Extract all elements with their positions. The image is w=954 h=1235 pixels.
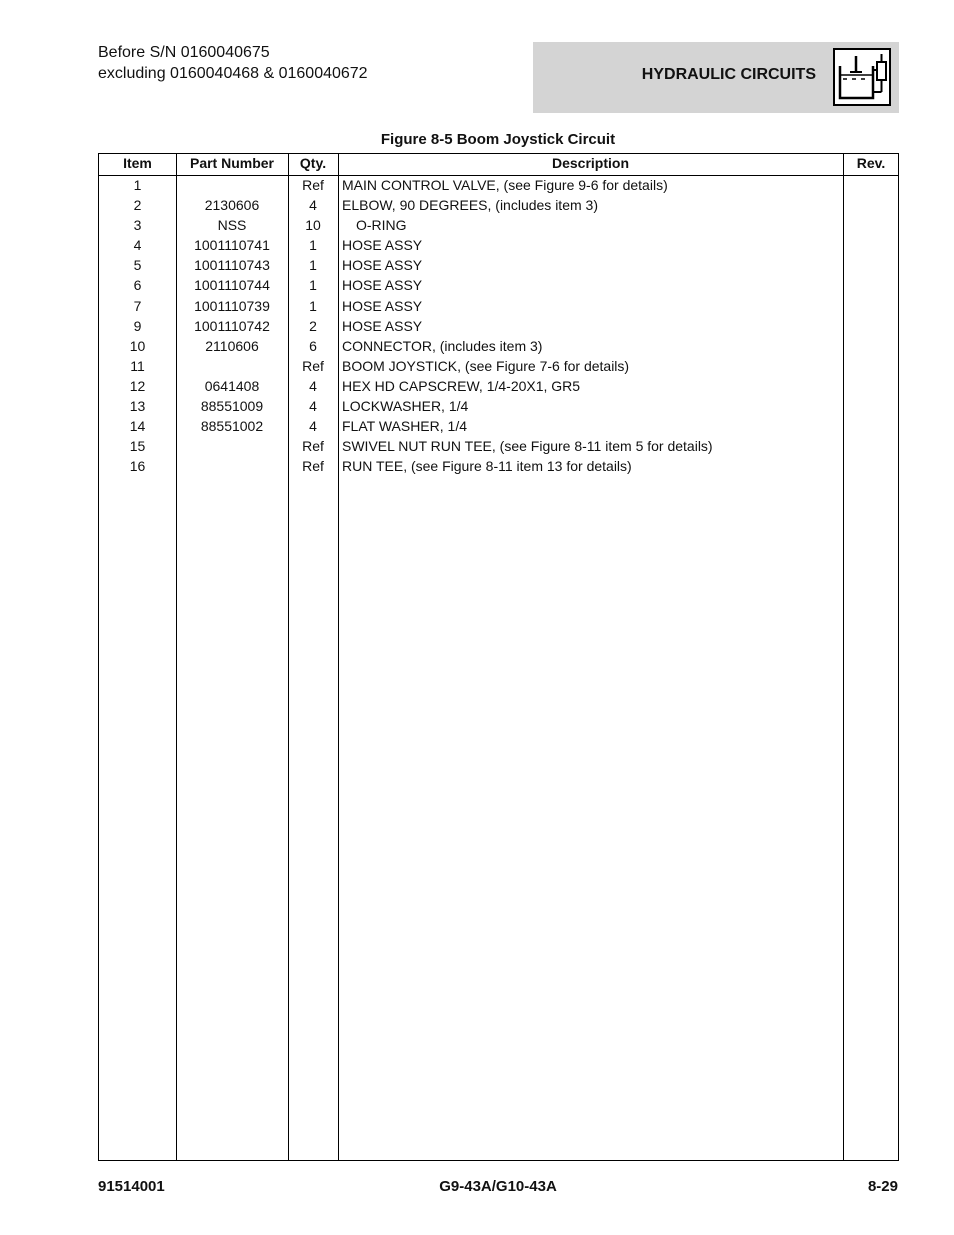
parts-table: [98, 153, 899, 1161]
table-row: [99, 237, 898, 257]
table-row: [99, 177, 898, 197]
qty-cell: 4: [309, 377, 317, 394]
description-cell: SWIVEL NUT RUN TEE, (see Figure 8-11 item 5 for details): [342, 438, 713, 455]
item-cell: 16: [129, 458, 146, 475]
description-cell: HEX HD CAPSCREW, 1/4-20X1, GR5: [342, 377, 581, 394]
qty-cell: Ref: [302, 177, 324, 193]
description-cell: BOOM JOYSTICK, (see Figure 7-6 for details): [342, 357, 630, 374]
item-cell: 4: [133, 237, 142, 254]
description-cell: CONNECTOR, (includes item 3): [342, 337, 543, 354]
section-title: HYDRAULIC CIRCUITS: [641, 66, 816, 83]
parts-rows: [99, 177, 898, 478]
item-cell: 15: [129, 438, 146, 455]
qty-cell: 1: [309, 277, 317, 294]
part-number-cell: 88551009: [200, 398, 264, 415]
item-cell: 2: [133, 197, 142, 214]
description-cell: HOSE ASSY: [342, 277, 423, 294]
part-number-cell: 1001110739: [194, 297, 270, 314]
item-cell: 1: [133, 177, 142, 193]
part-number-cell: 1001110741: [194, 237, 270, 254]
doc-number: 91514001: [98, 1178, 165, 1195]
column-header-description: Description: [551, 155, 629, 171]
table-row: [99, 458, 898, 478]
qty-cell: Ref: [302, 357, 324, 374]
hydraulic-reservoir-icon: [833, 48, 891, 106]
figure-title: Figure 8-5 Boom Joystick Circuit: [380, 131, 616, 148]
part-number-cell: 2110606: [205, 337, 259, 354]
table-row: [99, 217, 898, 237]
qty-cell: 2: [309, 317, 317, 334]
column-header-rev: Rev.: [856, 155, 886, 171]
table-row: [99, 298, 898, 318]
part-number-cell: 1001110743: [194, 257, 270, 274]
description-cell: FLAT WASHER, 1/4: [342, 418, 467, 435]
serial-line-2: excluding 0160040468 & 0160040672: [98, 65, 368, 82]
description-cell: RUN TEE, (see Figure 8-11 item 13 for details): [342, 458, 632, 475]
part-number-cell: 1001110742: [194, 317, 270, 334]
table-row: [99, 318, 898, 338]
item-cell: 5: [133, 257, 142, 274]
header-divider: [99, 175, 898, 176]
description-cell: HOSE ASSY: [342, 257, 423, 274]
item-cell: 11: [130, 357, 145, 374]
table-row: [99, 358, 898, 378]
serial-line-1: Before S/N 0160040675: [98, 44, 270, 61]
model-number: G9-43A/G10-43A: [439, 1178, 557, 1195]
qty-cell: 1: [309, 237, 317, 254]
serial-range: [98, 42, 368, 84]
table-row: [99, 277, 898, 297]
qty-cell: 4: [309, 197, 317, 214]
description-cell: LOCKWASHER, 1/4: [342, 398, 469, 415]
table-row: [99, 197, 898, 217]
part-number-cell: 0641408: [204, 377, 260, 394]
part-number-cell: 88551002: [200, 418, 264, 435]
item-cell: 3: [133, 217, 142, 234]
qty-cell: Ref: [302, 438, 324, 455]
table-row: [99, 398, 898, 418]
item-cell: 7: [133, 297, 142, 314]
qty-cell: Ref: [302, 458, 324, 475]
table-row: [99, 438, 898, 458]
column-header-part-number: Part Number: [189, 155, 275, 171]
qty-cell: 10: [305, 217, 321, 234]
description-cell: HOSE ASSY: [342, 237, 423, 254]
item-cell: 9: [133, 317, 142, 334]
table-row: [99, 378, 898, 398]
item-cell: 10: [129, 337, 146, 354]
qty-cell: 6: [309, 337, 317, 354]
description-cell: HOSE ASSY: [342, 317, 423, 334]
description-cell: MAIN CONTROL VALVE, (see Figure 9-6 for details): [342, 177, 668, 193]
section-header: [533, 42, 899, 113]
description-cell: HOSE ASSY: [342, 297, 423, 314]
qty-cell: 1: [309, 297, 317, 314]
qty-cell: 1: [309, 257, 317, 274]
item-cell: 6: [133, 277, 142, 294]
item-cell: 13: [129, 398, 146, 415]
part-number-cell: 2130606: [204, 197, 260, 214]
qty-cell: 4: [309, 418, 317, 435]
table-row: [99, 418, 898, 438]
column-header-qty: Qty.: [299, 155, 327, 171]
description-cell: ELBOW, 90 DEGREES, (includes item 3): [342, 197, 598, 214]
item-cell: 14: [129, 418, 146, 435]
column-header-item: Item: [123, 155, 152, 171]
item-cell: 12: [129, 377, 146, 394]
table-row: [99, 257, 898, 277]
page-number: 8-29: [867, 1178, 898, 1195]
table-row: [99, 338, 898, 358]
part-number-cell: 1001110744: [194, 277, 270, 294]
qty-cell: 4: [309, 398, 317, 415]
part-number-cell: NSS: [217, 217, 247, 234]
description-cell: O-RING: [356, 217, 407, 234]
